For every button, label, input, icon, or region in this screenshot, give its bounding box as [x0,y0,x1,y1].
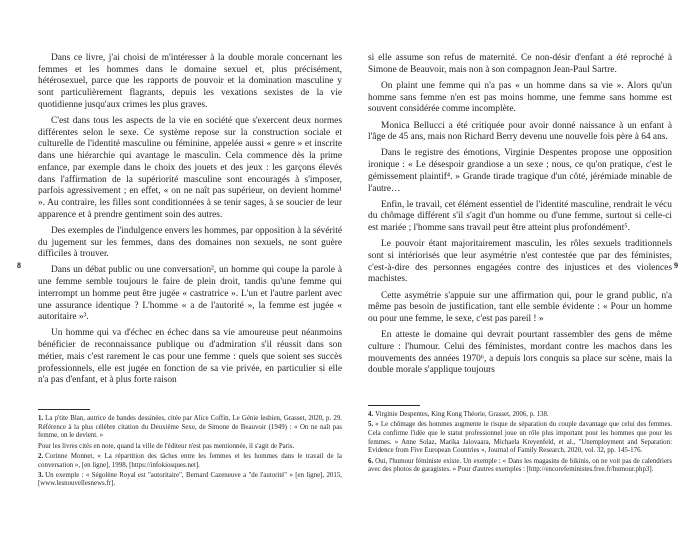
footnote-number: 4. [368,411,374,418]
paragraph: si elle assume son refus de maternité. Ce non-désir d'enfant a été reproché à Simone de Beauvoir, mais non à son compagnon Jean-Paul Sartre. [368,53,672,75]
page-right [368,53,672,513]
footnote-text: La p'tite Blan, autrice de bandes dessinées, citée par Alice Coffin, Le Génie lesbien, Grasset, 2020, p. 29. Référence à la plus célèbre citation du Deuxième Sexe, de Simone de Beauvoir (1949) : « On ne naît pas femme, on le devient. » [38,415,342,440]
paragraph: On plaint une femme qui n'a pas « un homme dans sa vie ». Alors qu'un homme sans femme n'en est pas moins homme, une femme sans homme est souvent considérée comme incomplète. [368,80,672,115]
footnote [368,421,672,456]
footnote [38,472,342,489]
footnote-separator [368,405,420,406]
page-right-footnotes-section [368,405,672,476]
footnote [38,453,342,470]
page-right-body-text [368,53,672,382]
footnote-text: « Le chômage des hommes augmente le risque de séparation du couple davantage que celui des femmes. Cela confirme l'idée que le statut professionnel joue un rôle plus important pour les hommes que pour les femmes. » Anne Solaz, Marika Jalovaara, Michaela Kreyenfeld, et al., "Unemployment and Separation: Evidence from Five European Countries », Journal of Family Research, 2020, vol. 32, pp. 145-176. [368,421,672,455]
paragraph: Le pouvoir étant majoritairement masculin, les rôles sexuels traditionnels sont si intériorisés que leur asymétrie n'est contestée que par des féministes, c'est-à-dire des personnes engagées contre des injustices et des violences machistes. [368,239,672,285]
paragraph: Enfin, le travail, cet élément essentiel de l'identité masculine, rendrait le vécu du chômage différent s'il s'agit d'un homme ou d'une femme, surtout si celle-ci est mariée ; l'homme sans travail peut être atteint plus profondément⁵. [368,199,672,234]
footnote-number: 5. [368,421,374,429]
footnote-text: Un exemple : « Ségolène Royal est "autoritaire", Bernard Cazeneuve a "de l'autorité" » [en ligne], 2015, [www.lesnouvellesnews.fr]. [38,471,342,488]
footnote-text: Corinne Monnet, « La répartition des tâches entre les femmes et les hommes dans le travail de la conversation », [en ligne], 1998, [https://infokiosques.net]. [38,452,342,469]
footnote-number: 1. [38,415,44,422]
paragraph: Dans ce livre, j'ai choisi de m'intéresser à la double morale concernant les femmes et les hommes dans le domaine sexuel et, plus précisément, hétérosexuel, parce que les rapports de pouvoir et la domination masculine y sont particulièrement flagrants, depuis les vexations sexistes de la vie quotidienne jusqu'aux crimes les plus graves. [38,53,342,110]
footnote [38,415,342,441]
footnote-text: Virginie Despentes, King Kong Théorie, Grasset, 2006, p. 138. [375,411,549,418]
paragraph: C'est dans tous les aspects de la vie en société que s'exercent deux normes différentes selon le sexe. Ce système repose sur la construction sociale et culturelle de l'identité masculine ou féminine, appelée aussi « genre » et inscrite dans une hiérarchie qui avantage le masculin. Cela commence dès la prime enfance, par exemple dans le choix des jouets et des jeux : les garçons élevés dans l'affirmation de la supériorité masculine sont encouragés à s'imposer, parfois agressivement ; en effet, « on ne naît pas supérieur, on devient homme¹ ». Au contraire, les filles sont conditionnées à se tenir sages, à se soucier de leur apparence et à prendre gentiment soin des autres. [38,116,342,220]
footnote-number: 3. [38,471,44,479]
paragraph: Cette asymétrie s'appuie sur une affirmation qui, pour le grand public, n'a même pas besoin de justification, tant elle semble évidente : « Pour un homme ou pour une femme, le sexe, c'est pas pareil ! » [368,290,672,325]
footnote [368,411,672,420]
footnote-list [38,415,342,489]
footnote-separator [38,409,90,410]
paragraph: Dans un débat public ou une conversation², un homme qui coupe la parole à une femme semble toujours le faire de plein droit, tandis qu'une femme qui interrompt un homme peut être jugée « castratrice ». L'un et l'autre parlent avec une assurance identique ? L'homme « a de l'autorité », la femme est jugée « autoritaire »³. [38,265,342,323]
footnote [38,443,342,452]
paragraph: Dans le registre des émotions, Virginie Despentes propose une opposition ironique : « Le désespoir grandiose a un sexe ; nous, ce qu'on pratique, c'est le gémissement plaintif⁴. » Grande tirade tragique d'un côté, jérémiade minable de l'autre… [368,148,672,194]
footnote-text: Pour les livres cités en note, quand la ville de l'éditeur n'est pas mentionnée, il s'agit de Paris. [38,442,295,450]
paragraph: En atteste le domaine qui devrait pourtant rassembler des gens de même culture : l'humour. Celui des féministes, mordant contre les machos dans les mouvements des années 1970⁶, a depuis lors conquis sa place sur scène, mais la double morale s'applique toujours [368,330,672,376]
page-left [38,53,342,513]
paragraph: Un homme qui va d'échec en échec dans sa vie amoureuse peut néanmoins bénéficier de reconnaissance publique ou d'admiration s'il réussit dans son métier, mais c'est rarement le cas pour une femme : quels que soient ses succès professionnels, elle est jugée en fonction de sa vie privée, en particulier si elle n'a pas d'enfant, et à plus forte raison [38,328,342,386]
footnote-text: Oui, l'humour féministe existe. Un exemple : « Dans les magasins de bikinis, on ne voit pas de calendriers avec des photos de garagistes. » Pour d'autres exemples : [http://encorefeministes.free.fr/humour.php3]. [368,457,672,474]
footnote-list [368,411,672,475]
page-number-right: 9 [674,261,678,270]
page-left-body-text [38,53,342,391]
footnote [368,458,672,475]
page-left-footnotes-section [38,409,342,491]
footnote-number: 2. [38,452,44,460]
footnote-number: 6. [368,457,374,465]
page-number-left: 8 [17,261,21,270]
paragraph: Des exemples de l'indulgence envers les hommes, par opposition à la sévérité du jugement sur les femmes, dans des domaines non sexuels, ne sont guère difficiles à trouver. [38,225,342,260]
paragraph: Monica Bellucci a été critiquée pour avoir donné naissance à un enfant à l'âge de 45 ans, mais non Richard Berry devenu une nouvelle fois père à 64 ans. [368,120,672,143]
